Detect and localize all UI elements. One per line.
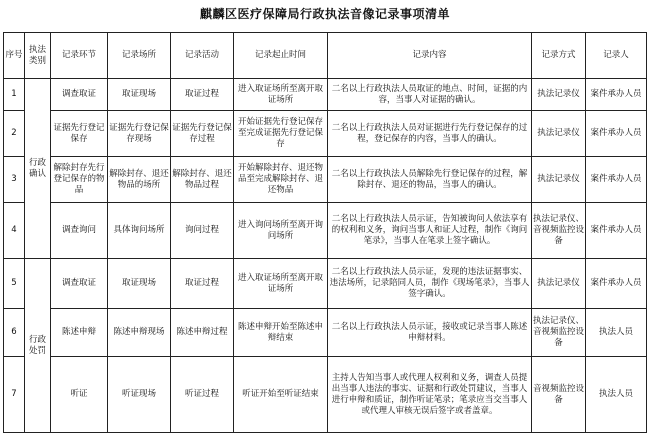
cell-recorder: 执法人员 — [586, 357, 647, 433]
cell-method: 执法记录仪、音视频监控设备 — [532, 309, 586, 357]
cell-recorder: 案件承办人员 — [586, 203, 647, 259]
cell-seq: 7 — [4, 357, 25, 433]
cell-stage: 听证 — [51, 357, 108, 433]
header-activity: 记录活动 — [171, 33, 234, 79]
cell-content: 主持人告知当事人或代理人权利和义务，调查人员提出当事人违法的事实、证据和行政处罚建议，当事人进行申辩和质证，制作听证笔录；笔录应当交当事人或代理人审核无误后签字或者盖章。 — [328, 357, 532, 433]
table-row — [4, 111, 647, 157]
cell-seq: 6 — [4, 309, 25, 357]
cell-recorder: 案件承办人员 — [586, 79, 647, 111]
header-seq: 序号 — [4, 33, 25, 79]
cell-recorder: 案件承办人员 — [586, 111, 647, 157]
cell-place: 解除封存、退还物品的场所 — [108, 157, 171, 203]
header-period: 记录起止时间 — [234, 33, 328, 79]
header-method: 记录方式 — [532, 33, 586, 79]
cell-seq: 4 — [4, 203, 25, 259]
cell-place: 证据先行登记保存现场 — [108, 111, 171, 157]
table-row — [4, 309, 647, 357]
cell-stage: 调查询问 — [51, 203, 108, 259]
cell-period: 陈述申辩开始至陈述申辩结束 — [234, 309, 328, 357]
cell-method: 执法记录仪 — [532, 111, 586, 157]
cell-activity: 听证过程 — [171, 357, 234, 433]
category-confirm: 行政确认 — [25, 79, 51, 259]
cell-place: 陈述申辩现场 — [108, 309, 171, 357]
cell-period: 进入询问场所至离开询问场所 — [234, 203, 328, 259]
cell-seq: 5 — [4, 259, 25, 309]
cell-activity: 取证过程 — [171, 79, 234, 111]
cell-content: 二名以上行政执法人员对证据进行先行登记保存的过程，登记保存的内容，当事人的确认。 — [328, 111, 532, 157]
table-row — [4, 357, 647, 433]
document-title: 麒麟区医疗保障局行政执法音像记录事项清单 — [199, 7, 450, 21]
header-recorder: 记录人 — [586, 33, 647, 79]
category-penalty: 行政处罚 — [25, 259, 51, 433]
cell-place: 取证现场 — [108, 79, 171, 111]
cell-stage: 调查取证 — [51, 259, 108, 309]
cell-stage: 陈述申辩 — [51, 309, 108, 357]
cell-period: 进入取证场所至离开取证场所 — [234, 259, 328, 309]
cell-stage: 证据先行登记保存 — [51, 111, 108, 157]
cell-content: 二名以上行政执法人员解除先行登记保存的过程，解除封存、退还的物品，当事人的确认。 — [328, 157, 532, 203]
cell-activity: 询问过程 — [171, 203, 234, 259]
cell-activity: 陈述申辩过程 — [171, 309, 234, 357]
cell-recorder: 案件承办人员 — [586, 259, 647, 309]
cell-content: 二名以上行政执法人员取证的地点、时间，证据的内容，当事人对证据的确认。 — [328, 79, 532, 111]
table-row — [4, 259, 647, 309]
cell-stage: 解除封存先行登记保存的物品 — [51, 157, 108, 203]
cell-period: 开始解除封存、退还物品至完成解除封存、退还物品 — [234, 157, 328, 203]
cell-stage: 调查取证 — [51, 79, 108, 111]
cell-content: 二名以上行政执法人员示证，发现的违法证据事实、违法场所，记录陪同人员，制作《现场笔录》，当事人签字确认。 — [328, 259, 532, 309]
table-row — [4, 157, 647, 203]
cell-activity: 解除封存、退还物品过程 — [171, 157, 234, 203]
cell-method: 执法记录仪 — [532, 259, 586, 309]
header-place: 记录场所 — [108, 33, 171, 79]
header-stage: 记录环节 — [51, 33, 108, 79]
cell-activity: 证据先行登记保存过程 — [171, 111, 234, 157]
cell-content: 二名以上行政执法人员示证，接收或记录当事人陈述申辩材料。 — [328, 309, 532, 357]
cell-period: 进入取证场所至离开取证场所 — [234, 79, 328, 111]
cell-seq: 1 — [4, 79, 25, 111]
header-content: 记录内容 — [328, 33, 532, 79]
cell-method: 执法记录仪 — [532, 157, 586, 203]
cell-recorder: 执法人员 — [586, 309, 647, 357]
cell-activity: 取证过程 — [171, 259, 234, 309]
table-header-row — [4, 33, 647, 79]
cell-period: 听证开始至听证结束 — [234, 357, 328, 433]
cell-place: 具体询问场所 — [108, 203, 171, 259]
cell-seq: 2 — [4, 111, 25, 157]
cell-place: 取证现场 — [108, 259, 171, 309]
header-category: 执法类别 — [25, 33, 51, 79]
records-table — [3, 32, 647, 433]
table-row — [4, 203, 647, 259]
cell-place: 听证现场 — [108, 357, 171, 433]
cell-method: 执法记录仪、音视频监控设备 — [532, 203, 586, 259]
cell-period: 开始证据先行登记保存至完成证据先行登记保存 — [234, 111, 328, 157]
cell-method: 执法记录仪 — [532, 79, 586, 111]
cell-method: 音视频监控设备 — [532, 357, 586, 433]
cell-content: 二名以上行政执法人员示证，告知被询问人依法享有的权利和义务，询问当事人和证人过程，制作《询问笔录》，当事人在笔录上签字确认。 — [328, 203, 532, 259]
cell-seq: 3 — [4, 157, 25, 203]
cell-recorder: 案件承办人员 — [586, 157, 647, 203]
table-row — [4, 79, 647, 111]
